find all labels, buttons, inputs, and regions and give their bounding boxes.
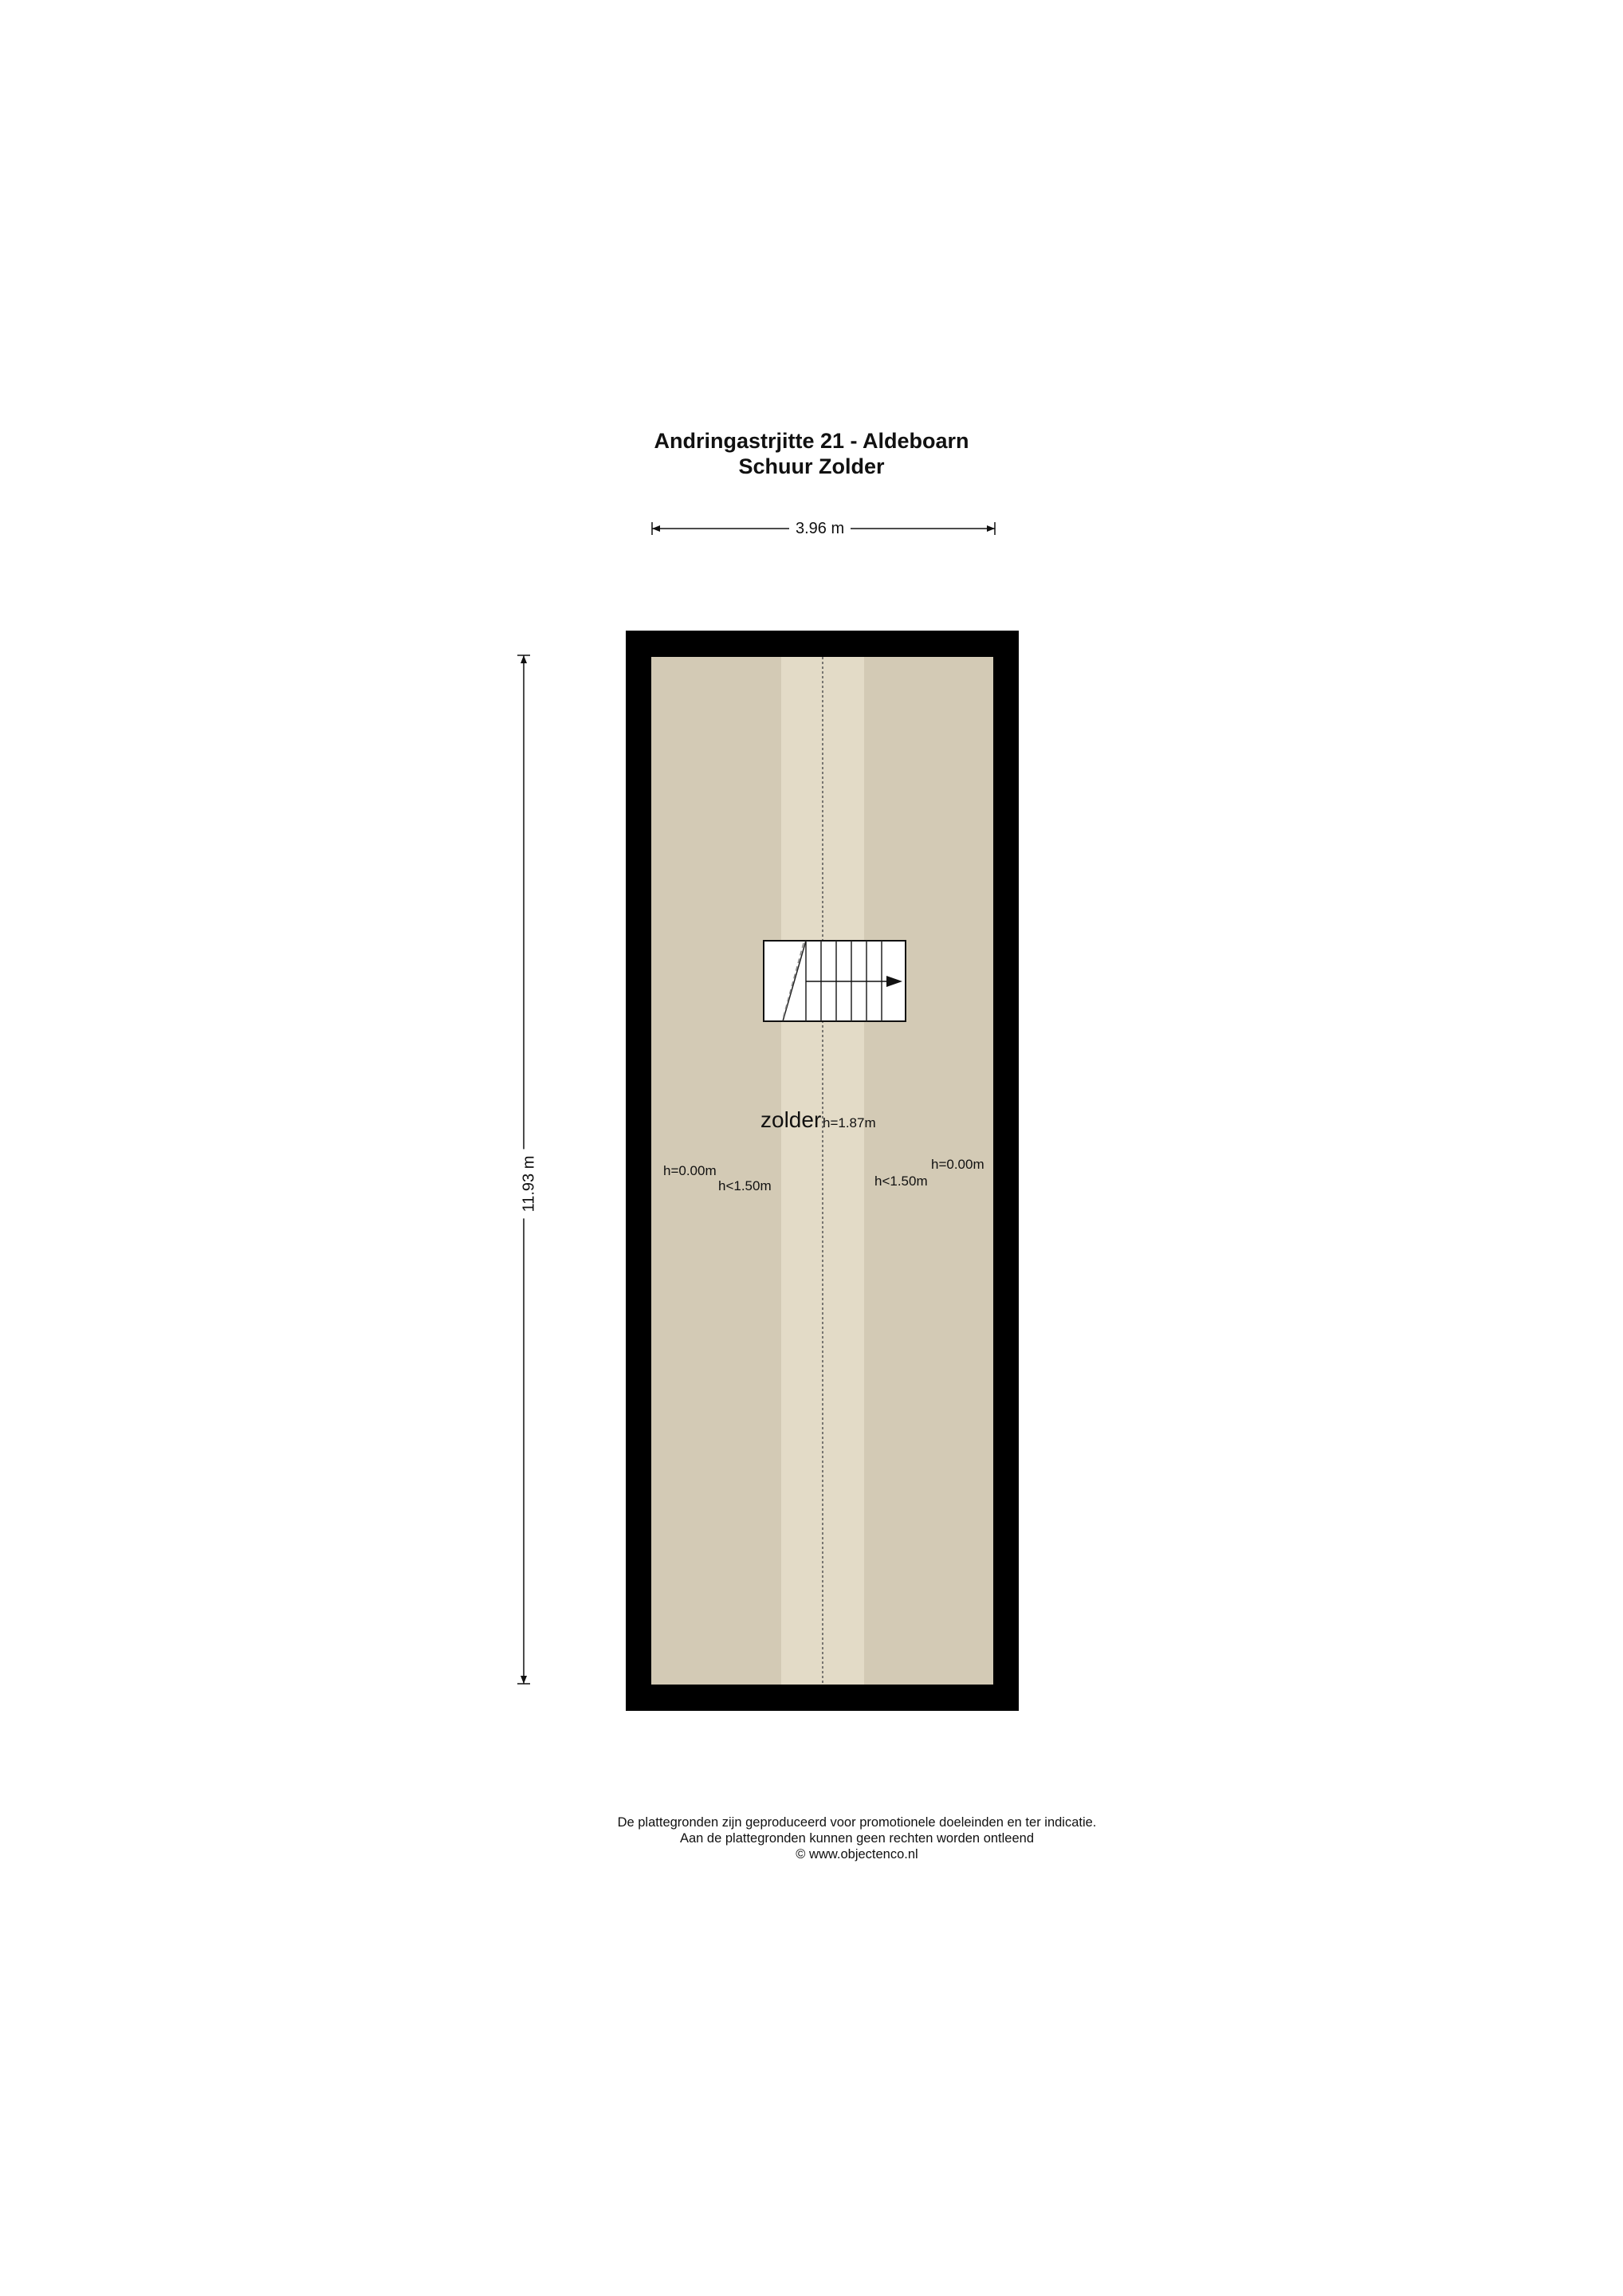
disclaimer-line-2: Aan de plattegronden kunnen geen rechten worden ontleend <box>679 1831 1035 1846</box>
disclaimer-line-1: De plattegronden zijn geproduceerd voor promotionele doeleinden en ter indicatie. <box>617 1815 1097 1830</box>
stair-symbol <box>764 941 906 1021</box>
copyright-line: © www.objectenco.nl <box>796 1847 918 1862</box>
right-wall-height-label: h=0.00m <box>931 1157 984 1172</box>
height-dimension-label: 11.93 m <box>520 1150 537 1219</box>
right-low-zone-label: h<1.50m <box>874 1174 928 1189</box>
room-name-label: zolder <box>760 1107 822 1132</box>
left-wall-height-label: h=0.00m <box>663 1163 717 1178</box>
width-dimension-label: 3.96 m <box>789 520 851 537</box>
left-low-zone-label: h<1.50m <box>718 1178 772 1193</box>
plan-title-address: Andringastrjitte 21 - Aldeboarn <box>654 429 969 453</box>
room-height-label: h=1.87m <box>823 1115 876 1130</box>
plan-title-floor: Schuur Zolder <box>738 454 885 478</box>
